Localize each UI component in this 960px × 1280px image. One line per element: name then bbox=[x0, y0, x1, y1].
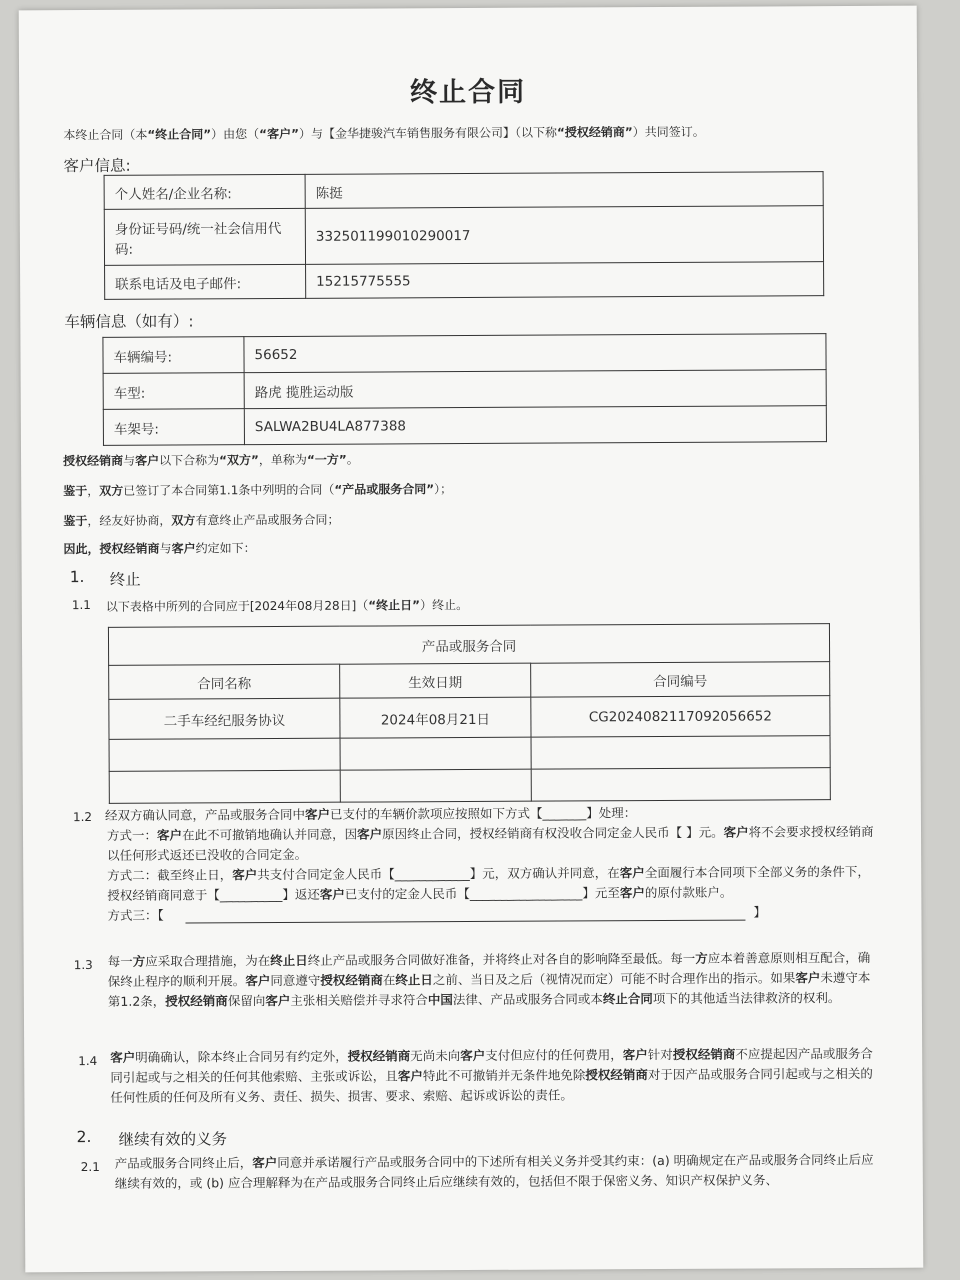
bold-term: 客户 bbox=[795, 970, 821, 986]
text: 不应提起因产品或服务合同引起或与之相关的任何其他索赔、主张或诉讼，且 bbox=[110, 1045, 873, 1085]
text: 的原付款账户。 bbox=[644, 884, 733, 901]
text: 与 bbox=[123, 453, 136, 468]
vehicle-info-heading: 车辆信息（如有）: bbox=[64, 312, 194, 332]
recital-parties bbox=[63, 451, 359, 470]
bold-term: 中国 bbox=[427, 992, 453, 1008]
table-cell bbox=[340, 769, 531, 802]
bold-term: “产品或服务合同” bbox=[334, 482, 435, 497]
text: 同意并承诺履行产品或服务合同中的下述所有相关义务并受其约束：(a) 明确规定在产品或服务合同终止后应继续有效的，或 (b) 应合理解释为在产品或服务合同终止后应继续有效的，包括但不限于保密义务、知识产权保护义务、 bbox=[114, 1151, 874, 1191]
text: ）终止。 bbox=[420, 598, 469, 613]
text: 将不会要求授权经销商以任何形式返还已没收的合同定金。 bbox=[107, 823, 874, 863]
clause-2-1-text bbox=[115, 1150, 885, 1194]
text: 全面履行本合同项下全部义务的条件下，授权经销商同意于【__________】返还 bbox=[107, 863, 870, 903]
table-row bbox=[105, 262, 824, 300]
table-value: 15215775555 bbox=[306, 262, 824, 299]
table-cell: 2024年08月21日 bbox=[340, 697, 531, 738]
bold-term: 授权经销商 bbox=[63, 453, 124, 469]
method-one bbox=[105, 822, 875, 866]
section-2-title: 继续有效的义务 bbox=[118, 1130, 228, 1149]
bold-term: 终止合同 bbox=[602, 991, 653, 1007]
text: 已签订了本合同第1.1条中列明的合同（ bbox=[123, 482, 335, 498]
bold-term: 客户 bbox=[156, 827, 183, 843]
table-row bbox=[104, 206, 823, 266]
method-label: 方式一： bbox=[106, 827, 158, 843]
bold-term: 客户 bbox=[319, 886, 345, 902]
customer-info-table bbox=[104, 171, 825, 300]
table-label: 车架号: bbox=[103, 409, 244, 446]
table-cell: 二手车经纪服务协议 bbox=[109, 698, 340, 739]
intro-text: ）共同签订。 bbox=[632, 124, 705, 140]
table-cell bbox=[109, 770, 340, 803]
text: 原因终止合同，授权经销商有权没收合同定金人民币【 】元。 bbox=[382, 824, 724, 842]
intro-bold: “客户” bbox=[259, 126, 299, 142]
text: ）； bbox=[434, 482, 453, 497]
text: 支付但应付的任何费用， bbox=[485, 1047, 623, 1063]
bold-term: 授权经销商 bbox=[672, 1046, 736, 1062]
text: 保留向 bbox=[227, 993, 266, 1009]
bold-term: 授权经销商 bbox=[347, 1048, 411, 1064]
table-row bbox=[109, 736, 830, 772]
table-cell bbox=[340, 737, 531, 770]
bold-term: 客户 bbox=[619, 865, 645, 881]
bold-term: “终止日” bbox=[368, 598, 421, 613]
bold-term: 终止日 bbox=[395, 972, 433, 988]
bold-term: 客户 bbox=[110, 1049, 136, 1065]
bold-term: 方 bbox=[132, 953, 146, 969]
text: 对于因产品或服务合同引起或与之相关的任何性质的任何及所有义务、责任、损失、损害、要求、索赔、起诉或诉讼的责任。 bbox=[110, 1065, 873, 1105]
text: 截至终止日， bbox=[157, 867, 233, 883]
bold-term: 双方 bbox=[171, 513, 196, 528]
text: 产品或服务合同终止后， bbox=[114, 1155, 253, 1171]
bold-term: 授权经销商 bbox=[585, 1067, 648, 1083]
bold-term: 终止日 bbox=[270, 952, 308, 969]
contracts-table bbox=[108, 623, 831, 804]
clause-1-2-text bbox=[105, 802, 876, 928]
recital-whereas-1 bbox=[63, 480, 452, 499]
bracket: 】 bbox=[753, 904, 766, 920]
table-row bbox=[109, 768, 830, 804]
table-header-row bbox=[109, 662, 830, 700]
table-value: SALWA2BU4LA877388 bbox=[244, 406, 826, 445]
bold-term: 客户 bbox=[252, 1155, 278, 1171]
table-cell: CG2024082117092056652 bbox=[531, 696, 830, 738]
table-value: 陈挺 bbox=[305, 172, 823, 209]
column-header: 生效日期 bbox=[340, 663, 531, 698]
clause-number: 1.4 bbox=[78, 1053, 98, 1069]
table-label: 联系电话及电子邮件: bbox=[105, 264, 306, 299]
bold-term: 方 bbox=[695, 950, 708, 966]
intro-text: ）与【金华捷骏汽车销售服务有限公司】（以下称 bbox=[298, 125, 557, 141]
table-value: 路虎 揽胜运动版 bbox=[244, 370, 826, 409]
text: ， bbox=[87, 483, 100, 499]
intro-bold: “终止合同” bbox=[147, 127, 212, 142]
text: ，经友好协商， bbox=[87, 513, 172, 529]
bold-term: “一方” bbox=[306, 452, 347, 467]
bold-term: 客户 bbox=[619, 885, 645, 901]
text: 以下合称为 bbox=[159, 453, 220, 468]
table-label: 车辆编号: bbox=[103, 337, 244, 374]
table-row bbox=[109, 696, 830, 740]
vehicle-info-table bbox=[102, 333, 827, 446]
bold-term: 授权经销商 bbox=[320, 972, 383, 988]
table-cell bbox=[109, 738, 340, 771]
text: 明确确认，除本终止合同另有约定外， bbox=[135, 1048, 348, 1065]
bold-term: 客户 bbox=[171, 541, 196, 556]
recital-therefore bbox=[63, 539, 255, 557]
text: 在 bbox=[382, 972, 396, 988]
bold-term: 客户 bbox=[245, 973, 271, 989]
text: 未遵守本第1.2条， bbox=[107, 969, 871, 1009]
table-caption: 产品或服务合同 bbox=[108, 624, 829, 666]
text: 。 bbox=[346, 452, 359, 467]
bold-term: 客户 bbox=[232, 867, 258, 883]
text: 主张相关赔偿并寻求符合 bbox=[290, 992, 428, 1008]
table-cell bbox=[531, 736, 830, 770]
text: 约定如下： bbox=[195, 541, 256, 556]
table-row bbox=[103, 370, 826, 410]
bold-term: 鉴于 bbox=[63, 514, 88, 529]
bold-term: 授权经销商 bbox=[165, 993, 228, 1009]
text: 应采取合理措施，为在 bbox=[145, 953, 271, 969]
intro-text: ）由您（ bbox=[211, 127, 260, 142]
bold-term: 客户 bbox=[622, 1047, 648, 1063]
document-title: 终止合同 bbox=[410, 76, 527, 109]
method-label: 方式三：【 bbox=[107, 907, 164, 923]
blank-line bbox=[185, 920, 745, 924]
method-two bbox=[105, 862, 875, 906]
column-header: 合同名称 bbox=[109, 664, 340, 699]
text: 有意终止产品或服务合同； bbox=[195, 512, 340, 528]
document-page bbox=[19, 6, 924, 1273]
table-row bbox=[103, 334, 826, 374]
intro-paragraph bbox=[63, 123, 704, 143]
table-cell bbox=[531, 768, 830, 802]
text: 已支付的定金人民币【__________________】元至 bbox=[344, 885, 620, 902]
table-value: 332501199010290017 bbox=[305, 206, 823, 265]
table-caption-row bbox=[108, 624, 829, 666]
text: 每一 bbox=[107, 953, 133, 969]
text: 应本着善意原则相互配合，确保终止程序的顺利开展。 bbox=[107, 949, 871, 989]
recital-whereas-2 bbox=[63, 511, 339, 529]
section-1-title: 终止 bbox=[109, 570, 141, 589]
table-label: 车型: bbox=[103, 373, 244, 410]
bold-term: “双方” bbox=[219, 453, 259, 468]
clause-number: 1.3 bbox=[73, 957, 93, 973]
intro-bold: “授权经销商” bbox=[556, 125, 633, 140]
text: 终止产品或服务合同做好准备，并将终止对各自的影响降至最低。每一 bbox=[307, 950, 696, 968]
clause-1-1-text bbox=[106, 596, 468, 615]
text: 在此不可撤销地确认并同意，因 bbox=[182, 826, 358, 843]
bold-term: 客户 bbox=[357, 826, 383, 842]
intro-text: 本终止合同（本 bbox=[63, 127, 148, 143]
text: 已支付的车辆价款项应按照如下方式【_______】处理： bbox=[329, 805, 637, 822]
text: 与 bbox=[159, 541, 172, 556]
clause-number: 2.1 bbox=[80, 1159, 100, 1175]
text: 法律、产品或服务合同或本 bbox=[452, 991, 603, 1008]
text: 特此不可撤销并无条件地免除 bbox=[422, 1067, 586, 1084]
text: 经双方确认同意，产品或服务合同中 bbox=[104, 806, 305, 823]
clause-1-3-text bbox=[108, 948, 878, 1012]
method-label: 方式二： bbox=[107, 867, 158, 883]
table-label: 个人姓名/企业名称: bbox=[104, 174, 305, 209]
text: 以下表格中所列的合同应于[2024年08月28日]（ bbox=[105, 598, 369, 614]
table-label: 身份证号码/统一社会信用代码: bbox=[104, 208, 305, 265]
clause-number: 1.2 bbox=[72, 809, 93, 825]
clause-number: 1.1 bbox=[71, 597, 91, 613]
text: ，单称为 bbox=[258, 452, 307, 468]
bold-term: 客户 bbox=[723, 824, 749, 840]
text: 同意遵守 bbox=[270, 972, 321, 989]
table-value: 56652 bbox=[244, 334, 826, 373]
column-header: 合同编号 bbox=[531, 662, 830, 698]
text: 共支付合同定金人民币【____________】元，双方确认并同意，在 bbox=[257, 865, 620, 883]
customer-info-heading: 客户信息: bbox=[63, 156, 131, 176]
bold-term: 客户 bbox=[135, 453, 160, 468]
text: 针对 bbox=[647, 1046, 673, 1063]
section-1-number: 1. bbox=[69, 568, 85, 587]
section-2-number: 2. bbox=[76, 1127, 92, 1147]
bold-term: 客户 bbox=[304, 806, 330, 822]
bold-term: 双方 bbox=[99, 483, 124, 498]
bold-term: 鉴于 bbox=[63, 484, 88, 499]
bold-term: 客户 bbox=[265, 992, 291, 1009]
text: 之前、当日及之后（视情况而定）可能不时合理作出的指示。如果 bbox=[432, 970, 796, 988]
text: 项下的其他适当法律救济的权利。 bbox=[652, 990, 841, 1007]
table-row bbox=[104, 172, 823, 210]
method-three bbox=[105, 902, 875, 928]
bold-term: 客户 bbox=[397, 1068, 423, 1084]
clause-1-4-text bbox=[110, 1044, 880, 1108]
table-row bbox=[103, 406, 826, 446]
bold-term: 客户 bbox=[460, 1047, 486, 1064]
text: 无尚未向 bbox=[410, 1048, 461, 1064]
bold-term: 因此，授权经销商 bbox=[63, 541, 160, 557]
